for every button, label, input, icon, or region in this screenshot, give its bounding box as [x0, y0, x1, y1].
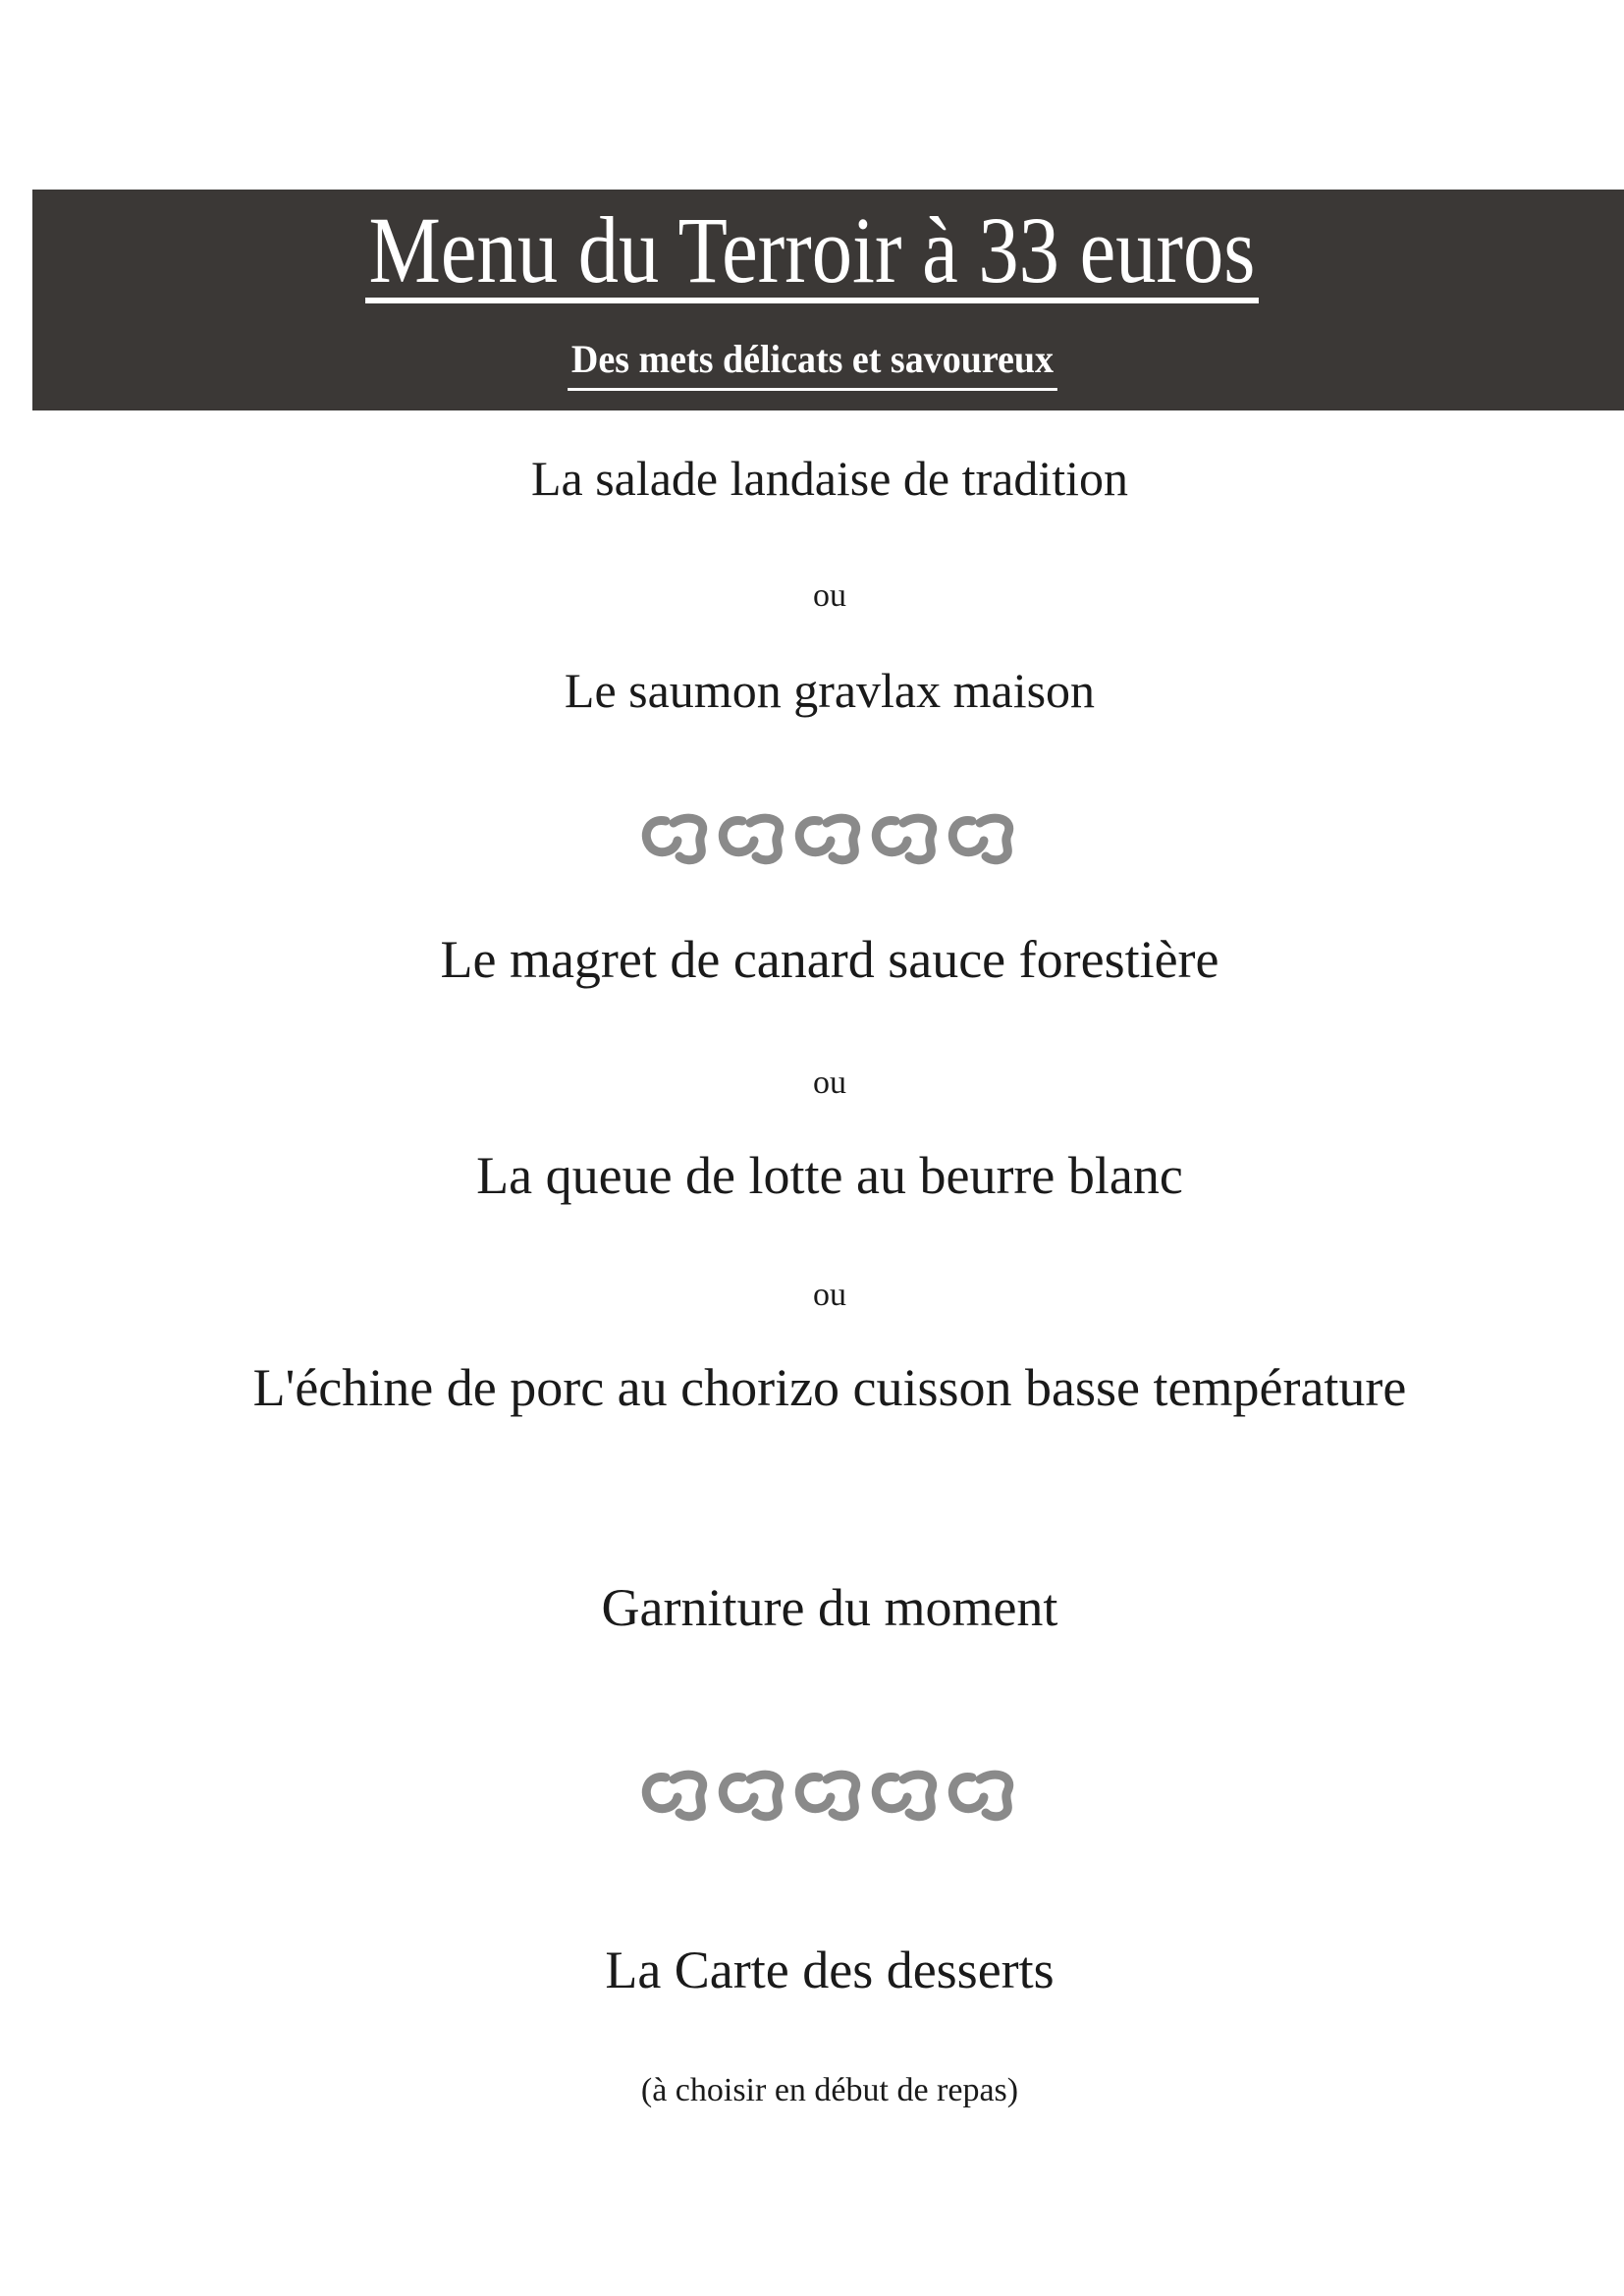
main-option-3: L'échine de porc au chorizo cuisson basse température [252, 1358, 1407, 1417]
dessert-label: La Carte des desserts [605, 1941, 1055, 1999]
menu-title: Menu du Terroir à 33 euros [0, 196, 1624, 304]
dessert-note: (à choisir en début de repas) [640, 2072, 1019, 2108]
or-separator: ou [813, 1065, 846, 1101]
main-option-2: La queue de lotte au beurre blanc [476, 1146, 1183, 1205]
main-option-1: Le magret de canard sauce forestière [440, 930, 1219, 989]
starter-option-2: Le saumon gravlax maison [564, 663, 1096, 718]
menu-subtitle: Des mets délicats et savoureux [0, 336, 1624, 391]
or-separator: ou [813, 1277, 846, 1313]
starter-option-1: La salade landaise de tradition [530, 451, 1129, 506]
main-side: Garniture du moment [601, 1578, 1058, 1637]
ornament-divider-icon [636, 807, 1021, 866]
or-separator: ou [813, 577, 846, 614]
ornament-divider-icon [636, 1764, 1021, 1823]
